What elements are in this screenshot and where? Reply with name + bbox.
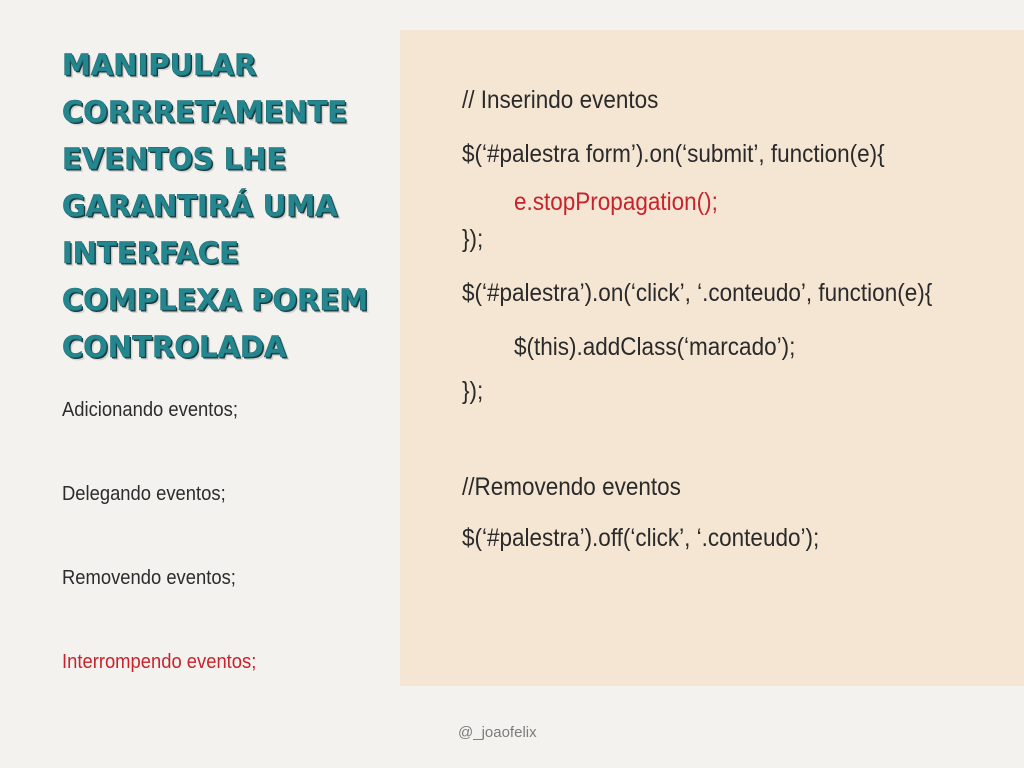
title-line: INTERFACE bbox=[62, 236, 240, 270]
code-line: $(this).addClass(‘marcado’); bbox=[514, 333, 796, 361]
title-line: CORRRETAMENTE bbox=[62, 95, 348, 129]
title-line: GARANTIRÁ UMA bbox=[62, 189, 338, 223]
code-line: }); bbox=[462, 377, 484, 405]
title-line: MANIPULAR bbox=[62, 48, 257, 82]
title-line: EVENTOS LHE bbox=[62, 142, 287, 176]
author-handle: @_joaofelix bbox=[458, 724, 537, 741]
code-line: $(‘#palestra’).on(‘click’, ‘.conteudo’, function(e){ bbox=[462, 279, 933, 307]
title-line: COMPLEXA POREM bbox=[62, 283, 369, 317]
code-line: }); bbox=[462, 225, 484, 253]
topic-list bbox=[62, 393, 273, 729]
topic-item: Adicionando eventos; bbox=[62, 399, 238, 421]
code-line: $(‘#palestra’).off(‘click’, ‘.conteudo’); bbox=[462, 524, 820, 552]
code-comment: // Inserindo eventos bbox=[462, 86, 659, 114]
topic-item: Delegando eventos; bbox=[62, 483, 226, 505]
topic-item: Removendo eventos; bbox=[62, 567, 236, 589]
code-comment: //Removendo eventos bbox=[462, 473, 681, 501]
code-line: $(‘#palestra form’).on(‘submit’, function(e){ bbox=[462, 140, 885, 168]
slide-title bbox=[62, 42, 392, 371]
topic-item-highlighted: Interrompendo eventos; bbox=[62, 651, 257, 673]
title-line: CONTROLADA bbox=[62, 330, 287, 364]
code-line-highlighted: e.stopPropagation(); bbox=[514, 188, 718, 216]
